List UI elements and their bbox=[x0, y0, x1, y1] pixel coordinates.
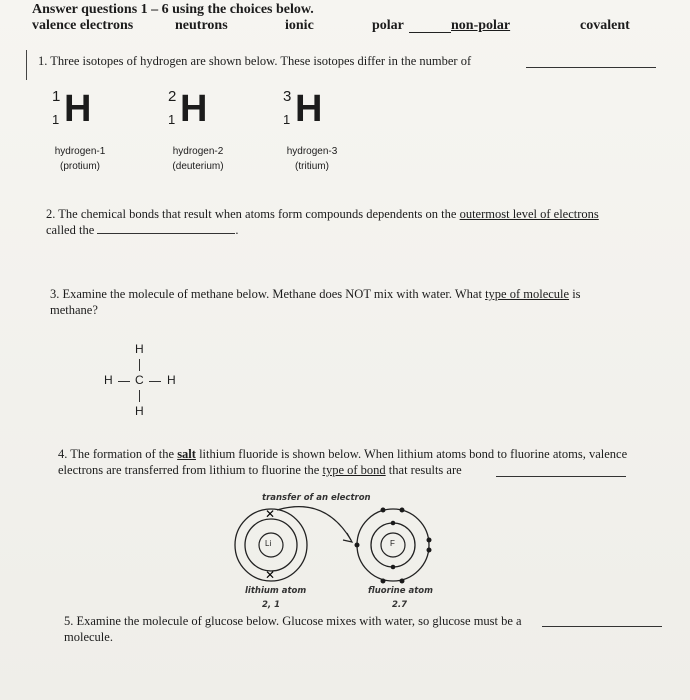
transfer-arrow-head bbox=[343, 533, 352, 542]
question-5-answer-blank[interactable] bbox=[542, 626, 662, 627]
question-3-line-2: methane? bbox=[50, 303, 98, 317]
bond-line-bottom bbox=[139, 390, 140, 402]
isotope-caption-3 bbox=[272, 144, 352, 174]
question-2-answer-blank[interactable] bbox=[97, 233, 235, 234]
fluorine-atom-label: fluorine atom bbox=[368, 586, 433, 596]
question-5 bbox=[64, 613, 522, 645]
lithium-valence-electron-x: ✕ bbox=[265, 507, 276, 521]
isotope-atomic-number: 1 bbox=[168, 112, 176, 127]
question-4 bbox=[58, 446, 627, 478]
choice-separator-line bbox=[409, 32, 451, 33]
transfer-arrow-line bbox=[277, 507, 351, 540]
choice-neutrons: neutrons bbox=[175, 18, 228, 33]
lithium-symbol: Li bbox=[265, 539, 272, 548]
question-2-line-2: called the . bbox=[46, 223, 239, 237]
isotope-name: hydrogen-3 bbox=[286, 146, 338, 157]
question-1 bbox=[38, 53, 471, 69]
question-3-underlined: type of molecule bbox=[485, 287, 570, 301]
methane-h-left: H bbox=[104, 373, 113, 387]
lithium-config: 2, 1 bbox=[262, 600, 281, 610]
lithium-inner-electron-x: ✕ bbox=[265, 568, 276, 582]
isotope-symbol: H bbox=[295, 88, 323, 130]
isotope-mass-number: 1 bbox=[52, 88, 61, 105]
question-1-answer-blank[interactable] bbox=[526, 67, 656, 68]
question-2-line-1: 2. The chemical bonds that result when atoms form compounds dependents on the outermost level of electrons bbox=[46, 207, 599, 221]
isotope-mass-number: 2 bbox=[168, 88, 177, 105]
bond-line-top bbox=[139, 359, 140, 371]
isotope-alt-name: (protium) bbox=[59, 161, 100, 172]
choice-valence-electrons: valence electrons bbox=[32, 18, 134, 33]
question-4-line-2: electrons are transferred from lithium to fluorine the type of bond that results are bbox=[58, 463, 462, 477]
isotope-caption-2 bbox=[158, 144, 238, 174]
isotope-name: hydrogen-1 bbox=[54, 146, 106, 157]
fluorine-config: 2.7 bbox=[392, 600, 408, 610]
methane-c-center: C bbox=[135, 373, 144, 387]
isotope-hydrogen-1 bbox=[52, 90, 112, 130]
methane-h-top: H bbox=[135, 342, 144, 356]
isotope-hydrogen-2 bbox=[168, 90, 228, 130]
bond-line-right bbox=[149, 381, 161, 382]
isotope-symbol: H bbox=[180, 88, 208, 130]
choice-ionic: ionic bbox=[285, 18, 314, 33]
isotope-name: hydrogen-2 bbox=[172, 146, 224, 157]
question-4-line-1: 4. The formation of the salt lithium fluoride is shown below. When lithium atoms bond to fluorine atoms, valence bbox=[58, 447, 628, 461]
fluorine-symbol: F bbox=[390, 539, 395, 548]
question-2 bbox=[46, 206, 599, 238]
methane-h-bottom: H bbox=[135, 404, 144, 418]
choice-covalent: covalent bbox=[580, 18, 630, 33]
question-2-underlined: outermost level of electrons bbox=[459, 207, 599, 221]
isotope-atomic-number: 1 bbox=[52, 112, 60, 127]
choice-non-polar: non-polar bbox=[451, 18, 511, 33]
isotope-mass-number: 3 bbox=[283, 88, 292, 105]
margin-mark bbox=[26, 50, 27, 80]
choice-polar: polar bbox=[372, 18, 404, 33]
question-3-line-1: 3. Examine the molecule of methane below. Methane does NOT mix with water. What type of molecule is bbox=[50, 287, 581, 301]
isotope-hydrogen-3 bbox=[283, 90, 343, 130]
diagram-caption: transfer of an electron bbox=[262, 493, 371, 503]
bond-line-left bbox=[118, 381, 130, 382]
isotope-alt-name: (tritium) bbox=[295, 161, 329, 172]
lithium-atom-label: lithium atom bbox=[245, 586, 307, 596]
question-5-line-1: 5. Examine the molecule of glucose below. Glucose mixes with water, so glucose must be a bbox=[64, 614, 522, 628]
question-3 bbox=[50, 286, 581, 318]
lithium-fluoride-diagram bbox=[225, 500, 445, 590]
isotope-symbol: H bbox=[64, 88, 92, 130]
isotope-caption-1 bbox=[40, 144, 120, 174]
question-5-line-2: molecule. bbox=[64, 630, 113, 644]
question-4-underlined-salt: salt bbox=[177, 447, 196, 461]
question-4-answer-blank[interactable] bbox=[496, 476, 626, 477]
isotope-atomic-number: 1 bbox=[283, 112, 291, 127]
question-1-text: 1. Three isotopes of hydrogen are shown below. These isotopes differ in the number of bbox=[38, 54, 472, 68]
isotope-alt-name: (deuterium) bbox=[172, 161, 224, 172]
methane-h-right: H bbox=[167, 373, 176, 387]
instructions-title: Answer questions 1 – 6 using the choices below. bbox=[32, 2, 314, 17]
question-4-underlined-type: type of bond bbox=[322, 463, 386, 477]
